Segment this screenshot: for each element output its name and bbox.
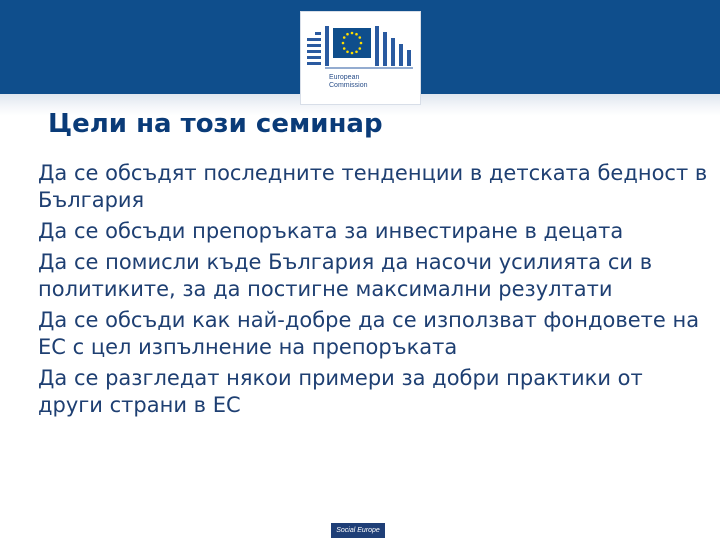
bullet-list <box>38 160 708 423</box>
european-commission-logo <box>300 11 421 105</box>
bullet-item-1: Да се обсъдят последните тенденции в детската бедност в България <box>38 161 708 212</box>
bullet-item-3: Да се помисли къде България да насочи усилията си в политиките, за да постигне максимални резултати <box>38 250 653 301</box>
slide-title: Цели на този семинар <box>48 109 383 139</box>
logo-text-line1: European <box>329 74 360 81</box>
logo-text-line2: Commission <box>329 82 368 89</box>
bullet-item-5: Да се разгледат някои примери за добри практики от други страни в ЕС <box>38 366 643 417</box>
bullet-item-2: Да се обсъди препоръката за инвестиране в децата <box>38 219 624 243</box>
logo-text <box>329 74 368 90</box>
bullet-item-4: Да се обсъди как най-добре да се използват фондовете на ЕС с цел изпълнение на препоръката <box>38 308 700 359</box>
social-europe-logo: Social Europe <box>331 523 385 538</box>
building-icon <box>301 12 420 104</box>
